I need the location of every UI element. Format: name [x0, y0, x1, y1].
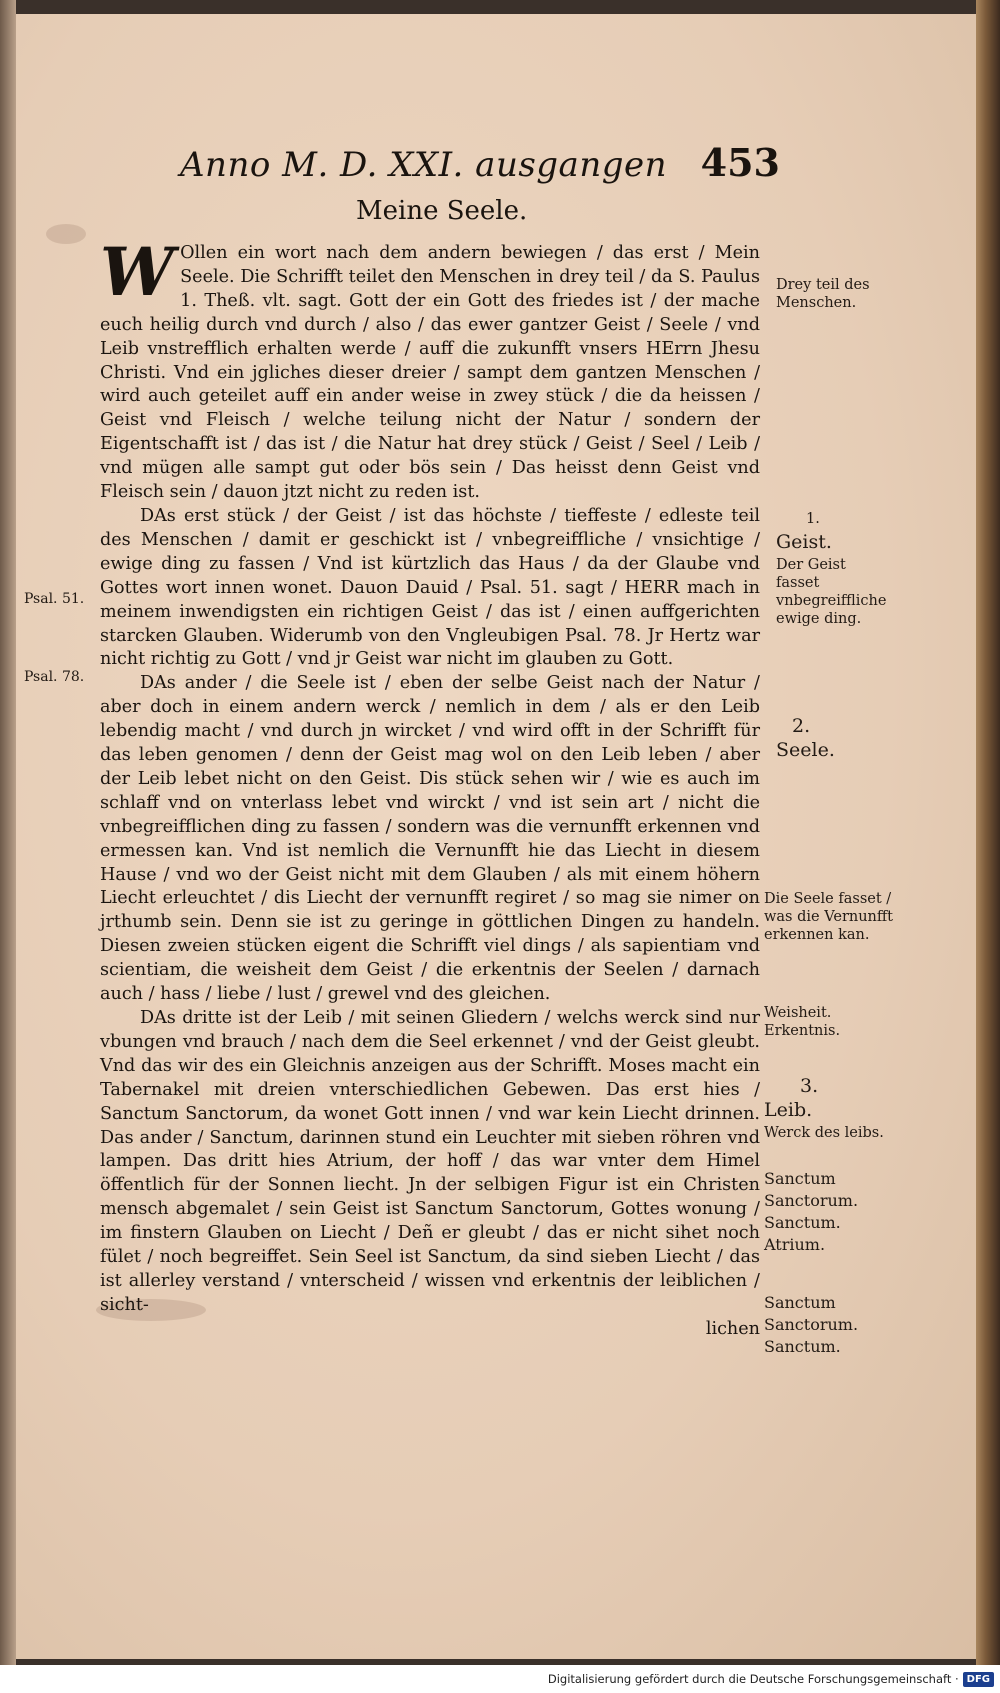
margin-note-seele: Die Seele fasset / was die Vernunfft erkennen kan.: [764, 891, 894, 943]
footer-credit: Digitalisierung gefördert durch die Deutsche Forschungsgemeinschaft ·: [547, 1672, 959, 1686]
margin-note-three-parts: Drey teil des Menschen.: [776, 277, 870, 311]
paragraph-1: [100, 233, 760, 505]
margin-note-geist: Der Geist fasset vnbegreiffliche ewige ding.: [776, 557, 887, 627]
paragraph-2: DAs erst stück / der Geist / ist das höchste / tieffeste / edleste teil des Menschen / damit er geschickt ist / vnbegreiffliche / vnsichtige / ewige ding zu fassen / Vnd ist kürtzlich das Haus / da der Glaube vnd Gottes wort innen wonet. Dauon Dauid / Psal. 51. sagt / HERR mach in meinem inwendigsten ein richtigen Geist / das ist / einen auffgerichten starcken Glauben. Widerumb von den Vngleubigen Psal. 78. Jr Hertz war nicht richtig zu Gott / vnd jr Geist war nicht im glauben zu Gott.: [100, 505, 760, 670]
body-text: [100, 233, 760, 1342]
page-number: 453: [700, 140, 780, 185]
drop-cap: W: [100, 233, 175, 311]
margin-number-3: 3.: [800, 1075, 819, 1097]
paragraph-4: DAs dritte ist der Leib / mit seinen Gliedern / welchs werck sind nur vbungen vnd brauch / nach dem die Seel erkennet / vnd der Geist gleubt. Vnd das wir des ein Gleichnis anzeigen aus der Schrifft. Moses macht ein Tabernakel mit dreien vnterschiedlichen Gebewen. Das erst hies / Sanctum Sanctorum, da wonet Gott innen / vnd war kein Liecht drinnen. Das ander / Sanctum, darinnen stund ein Leuchter mit sieben röhren vnd lampen. Das dritt hies Atrium, der hoff / das war vnter dem Himel öffentlich für der Sonnen liecht. Jn der selbigen Figur ist ein Christen mensch abgemalet / sein Geist ist Sanctum Sanctorum, Gottes wonung / im finstern Glauben on Liecht / Deñ er gleubt / das er nicht sihet noch fület / noch begreiffet. Sein Seel ist Sanctum, da sind sieben Liecht / das ist allerley verstand / vnterscheid / wissen vnd erkentnis der leiblichen / sicht-: [100, 1008, 760, 1315]
running-head: Anno M. D. XXI. ausgangen: [180, 145, 668, 185]
margin-number-2: 2.: [792, 715, 811, 737]
digitization-footer: [0, 1665, 1000, 1693]
ink-smudge: [46, 224, 86, 244]
catchword: lichen: [705, 1318, 760, 1339]
margin-note-tabernacle-2: Sanctum Sanctorum. Sanctum.: [764, 1293, 859, 1356]
margin-head-geist: Geist.: [776, 531, 832, 553]
page-edge-right: [976, 0, 1000, 1665]
margin-head-seele: Seele.: [776, 739, 835, 761]
margin-note-tabernacle-1: Sanctum Sanctorum. Sanctum. Atrium.: [764, 1169, 859, 1254]
dfg-logo: DFG: [963, 1672, 994, 1687]
paragraph-3: DAs ander / die Seele ist / eben der selbe Geist nach der Natur / aber doch in einem andern werck / nemlich in dem / als er den Leib lebendig macht / vnd durch jn wircket / vnd wird offt in der Schrifft für das leben genomen / denn der Geist mag wol on den Leib leben / aber der Leib lebet nicht on den Geist. Dis stück sehen wir / wie es auch im schlaff vnd on vnterlass lebet vnd wirckt / vnd ist sein art / nicht die vnbegreifflichen ding zu fassen / sondern was die vernunfft erkennen vnd ermessen kan. Vnd ist nemlich die Vernunfft hie das Liecht in diesem Hause / vnd wo der Geist nicht mit dem Glauben / als mit einem höhern Liecht erleuchtet / dis Liecht der vernunfft regiret / so mag sie nimer on jrthumb sein. Denn sie ist zu geringe in göttlichen Dingen zu handeln. Diesen zweien stücken eigent die Schrifft viel dings / als sapientiam vnd scientiam, die weisheit dem Geist / die erkentnis der Seelen / darnach auch / hass / liebe / lust / grewel vnd des gleichen.: [100, 673, 760, 1005]
section-title: Meine Seele.: [356, 196, 528, 226]
running-header: [180, 140, 780, 185]
margin-note-weisheit: Weisheit. Erkentnis.: [764, 1005, 841, 1039]
margin-ref-psalm-78: Psal. 78.: [24, 669, 85, 685]
margin-note-leib: Werck des leibs.: [764, 1125, 884, 1141]
margin-ref-psalm-51: Psal. 51.: [24, 591, 85, 607]
margin-number-1: 1.: [806, 511, 820, 527]
margin-head-leib: Leib.: [764, 1099, 813, 1121]
paragraph-1-text: Ollen ein wort nach dem andern bewiegen / das erst / Mein Seele. Die Schrifft teilet den Menschen in drey teil / da S. Paulus 1. Theß. vlt. sagt. Gott der ein Gott des friedes ist / der mache euch heilig durch vnd durch / also / das ewer gantzer Geist / Seele / vnd Leib vnstrefflich erhalten werde / auff die zukunfft vnsers HErrn Jhesu Christi. Vnd ein jgliches dieser dreier / sampt dem gantzen Menschen / wird auch geteilet auff ein ander weise in zwey stück / die da heissen / Geist vnd Fleisch / welche teilung nicht der Natur / sondern der Eigentschafft ist / das ist / die Natur hat drey stück / Geist / Seel / Leib / vnd mügen alle sampt gut oder bös sein / Das heisst denn Geist vnd Fleisch sein / dauon jtzt nicht zu reden ist.: [100, 243, 760, 503]
page-edge-left: [0, 0, 16, 1665]
